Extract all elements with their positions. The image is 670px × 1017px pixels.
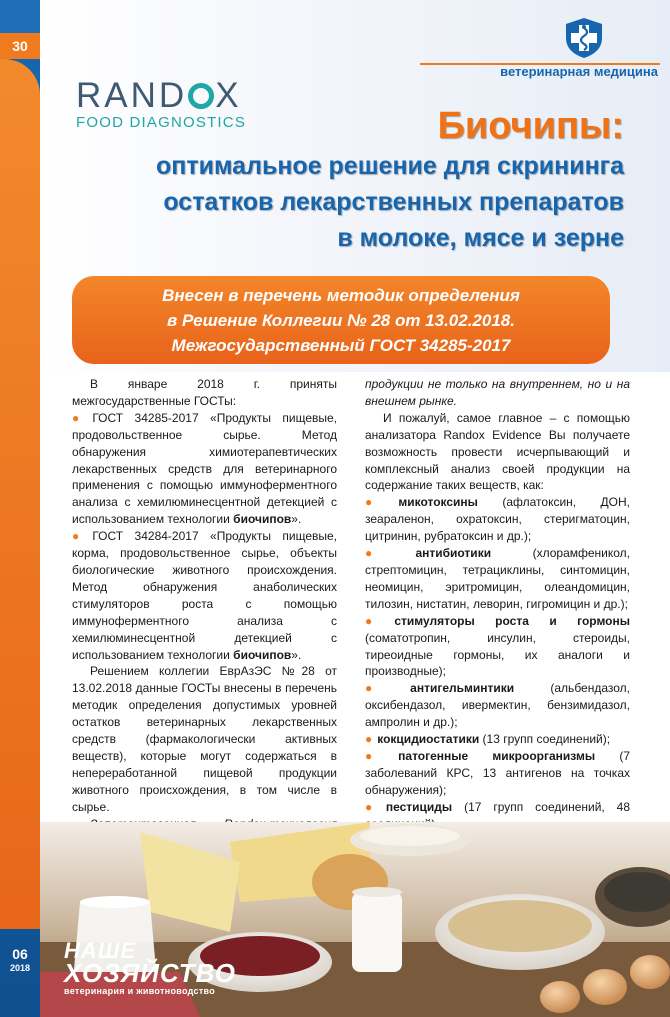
section-label: ветеринарная медицина	[500, 64, 658, 79]
page-number: 30	[0, 33, 40, 59]
title-line-4: в молоке, мясе и зерне	[337, 224, 624, 252]
bullet-icon: ●	[365, 495, 394, 510]
issue-box	[0, 946, 40, 990]
right-column	[365, 376, 630, 826]
bullet-gost-34285: ● ГОСТ 34285-2017 «Продукты пищевые, продовольственное сырье. Метод обнаружения химиотерапевтических лекарственных средств для ветеринарного применения с помощью иммуноферментного анализа с хемилюминесцентной детекцией с использованием технологии биочипов».	[72, 410, 337, 527]
magazine-tagline: ветеринария и животноводство	[64, 986, 216, 996]
rice	[360, 826, 460, 846]
issue-number: 06	[12, 946, 28, 962]
list-item: ● антибиотики (хлорамфеникол, стрептомицин, тетрациклины, синтомицин, неомицин, эритромицин, олеандомицин, тилозин, нистатин, леворин, гигромицин и др.);	[365, 546, 631, 611]
yogurt-jar	[352, 892, 402, 972]
analyzer-paragraph: И пожалуй, самое главное – с помощью анализатора Randox Evidence Вы получаете возможность провести исчерпывающий и комплексный анализ своей продукции на содержание таких веществ, как:	[365, 410, 630, 493]
magazine-logo	[64, 940, 236, 996]
bullet-icon: ●	[72, 410, 88, 425]
milk-surface	[80, 896, 150, 908]
left-column	[72, 376, 337, 826]
intro-paragraph: В январе 2018 г. приняты межгосударственные ГОСТы:	[72, 377, 337, 408]
grains	[448, 900, 592, 952]
list-item: ● кокцидиостатики (13 групп соединений);	[365, 732, 611, 747]
issue-year: 2018	[9, 963, 31, 973]
bullet-gost-34284: ● ГОСТ 34284-2017 «Продукты пищевые, корма, продовольственное сырье, объекты биологические животного происхождения. Метод обнаружения анаболических стимуляторов роста с помощью иммуноферментного анализа с хемилюминесцентной детекцией с использованием технологии биочипов».	[72, 529, 337, 662]
bullet-icon: ●	[365, 799, 381, 814]
banner-line-3: Межгосударственный ГОСТ 34285-2017	[171, 335, 511, 355]
banner-line-2: в Решение Коллегии № 28 от 13.02.2018.	[167, 310, 515, 330]
highlight-banner	[72, 276, 610, 364]
list-item: ● пестициды (17 групп соединений, 48	[365, 799, 631, 814]
title-line-1: Биочипы:	[437, 105, 624, 147]
banner-line-1: Внесен в перечень методик определения	[162, 285, 520, 305]
logo-subtitle: FOOD DIAGNOSTICS	[76, 114, 247, 131]
cheese-wedge	[140, 832, 240, 932]
continuation-paragraph: продукции не только на внутреннем, но и на внешнем рынке.	[365, 377, 630, 408]
title-line-3: остатков лекарственных препаратов	[163, 188, 624, 216]
veterinary-shield-icon	[562, 16, 606, 60]
egg	[540, 981, 580, 1013]
article-title	[156, 104, 624, 256]
logo-text: RAND	[76, 76, 188, 115]
magazine-name-1: НАШЕ	[64, 938, 136, 963]
list-item: ● патогенные микроорганизмы (7 заболеваний КРС, 13 антигенов на точках обнаружения);	[365, 748, 630, 797]
bullet-icon: ●	[365, 613, 390, 628]
bullet-icon: ●	[365, 546, 411, 561]
bullet-icon: ●	[365, 681, 406, 696]
bullet-icon: ●	[365, 732, 373, 747]
magazine-name-2: ХОЗЯЙСТВО	[64, 958, 236, 988]
left-orange-band	[0, 59, 40, 929]
egg	[630, 955, 670, 989]
title-line-2: оптимальное решение для скрининга	[156, 152, 624, 180]
decision-paragraph: Решением коллегии ЕврАзЭС №28 от 13.02.2018 данные ГОСТы внесены в перечень методик определения допустимых уровней остатков ветеринарных лекарственных средств (фармакологически активных веществ), которые могут содержаться в непереработанной пищевой продукции животного происхождения, в том числе в сырье.	[72, 664, 337, 814]
bullet-icon: ●	[365, 748, 394, 763]
logo-text-end: X	[215, 76, 242, 115]
article-body	[72, 376, 630, 826]
bullet-icon: ●	[72, 529, 88, 544]
list-item: ● антигельминтики (альбендазол, оксибендазол, ивермектин, бензимидазол, ампролин и др.);	[365, 681, 631, 730]
egg	[583, 969, 627, 1005]
list-item: ● стимуляторы роста и гормоны (соматотропин, инсулин, стероиды, тиреоидные гормоны, их аналоги и производные);	[365, 613, 631, 679]
list-item: ● микотоксины (афлатоксин, ДОН, зеараленон, охратоксин, стеригматоцин, цитринин, рубратоксин и др.);	[365, 495, 631, 544]
